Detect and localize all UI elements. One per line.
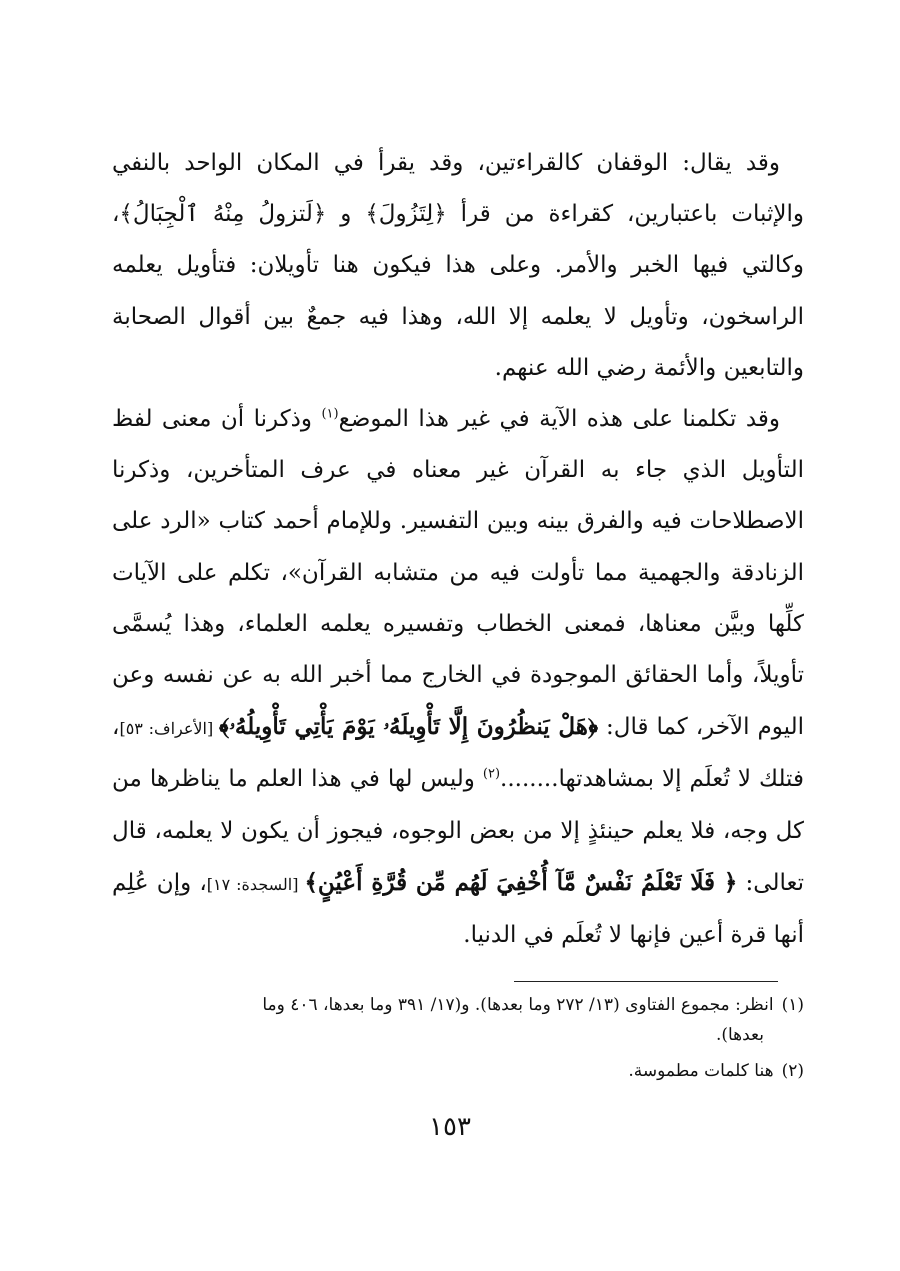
verse-citation-2: [السجدة: ١٧] <box>206 874 305 894</box>
quran-verse-1: ﴿هَلْ يَنظُرُونَ إِلَّا تَأْوِيلَهُۥ يَوْمَ يَأْتِي تَأْوِيلُهُۥ﴾ <box>218 713 599 741</box>
quran-verse-2: ﴿ فَلَا تَعْلَمُ نَفْسٌ مَّآ أُخْفِيَ لَهُم مِّن قُرَّةِ أَعْيُنٍ﴾ <box>304 868 738 896</box>
paragraph-1 <box>112 138 804 394</box>
paragraph-2-part-3: ، فتلك لا تُعلَم إلا بمشاهدتها........ <box>112 714 804 793</box>
footnote-1-reference[interactable]: (١) <box>321 406 339 422</box>
footnote-2-number: (٢) <box>781 1061 804 1081</box>
page-number: ١٥٣ <box>429 1112 471 1142</box>
footnote-2 <box>112 1056 804 1086</box>
footnote-divider <box>514 981 778 982</box>
paragraph-2-part-5: ، وإن عُلِم أنها قرة أعين فإنها لا تُعلَم في الدنيا. <box>112 869 804 949</box>
footnote-1 <box>112 990 804 1050</box>
paragraph-1-text: وقد يقال: الوقفان كالقراءتين، وقد يقرأ في المكان الواحد بالنفي والإثبات باعتبارين، كقراءة من قرأ ﴿لِتَزُولَ﴾ و ﴿لَتزولُ مِنْهُ ٱلْجِبَالُ﴾، وكالتي فيها الخبر والأمر. وعلى هذا فيكون هنا تأويلان: فتأويل يعلمه الراسخون، وتأويل لا يعلمه إلا الله، وهذا فيه جمعٌ بين أقوال الصحابة والتابعين والأئمة رضي الله عنهم. <box>112 150 804 381</box>
footnote-1-continuation: بعدها). <box>715 1025 764 1045</box>
footnote-1-number: (١) <box>781 995 804 1015</box>
footnote-2-reference[interactable]: (٢) <box>482 766 501 782</box>
verse-citation-1: [الأعراف: ٥٣] <box>119 719 219 739</box>
footnote-2-text: هنا كلمات مطموسة. <box>628 1061 774 1081</box>
paragraph-2-part-1: وقد تكلمنا على هذه الآية في غير هذا الموضع <box>338 406 780 433</box>
main-text <box>112 138 804 961</box>
paragraph-2-part-2: وذكرنا أن معنى لفظ التأويل الذي جاء به القرآن غير معناه في عرف المتأخرين، وذكرنا الاصطلاحات فيه والفرق بينه وبين التفسير. وللإمام أحمد كتاب «الرد على الزنادقة والجهمية مما تأولت فيه من متشابه القرآن»، تكلم على الآيات كلِّها وبيَّن معناها، فمعنى الخطاب وتفسيره يعلمه العلماء، وهذا يُسمَّى تأويلاً، وأما الحقائق الموجودة في الخارج مما أخبر الله به عن نفسه وعن اليوم الآخر، كما قال: <box>112 406 804 741</box>
footnotes <box>112 990 804 1092</box>
paragraph-2 <box>112 394 804 961</box>
footnote-1-text: انظر: مجموع الفتاوى (١٣/ ٢٧٢ وما بعدها). و(١٧/ ٣٩١ وما بعدها، ٤٠٦ وما <box>262 995 774 1015</box>
paragraph-2-part-4: وليس لها في هذا العلم ما يناظرها من كل وجه، فلا يعلم حينئذٍ إلا من بعض الوجوه، فيجوز أن يكون لا يعلمه، قال تعالى: <box>112 766 804 896</box>
